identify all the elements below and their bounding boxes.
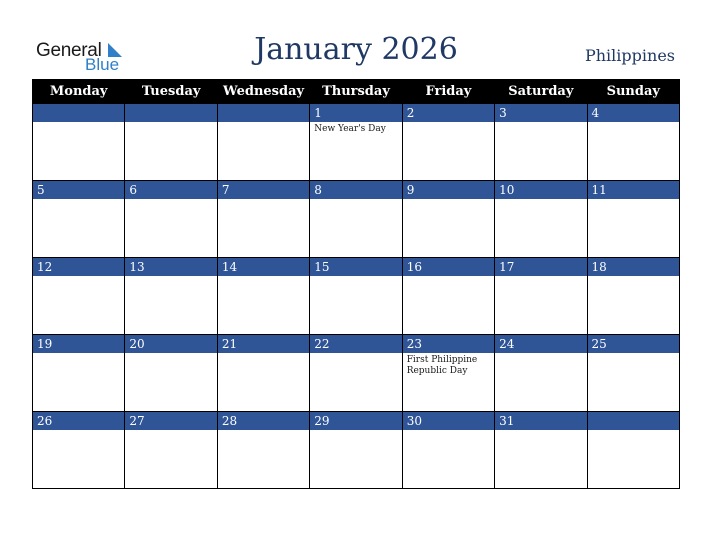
day-cell-content	[125, 181, 216, 257]
day-cell-content	[495, 104, 586, 180]
day-number: 17	[495, 258, 586, 276]
day-cell-content	[403, 335, 494, 411]
day-cell	[402, 104, 494, 181]
day-cell	[495, 412, 587, 489]
week-row	[33, 181, 680, 258]
day-cell-content	[218, 181, 309, 257]
day-cell-content	[33, 412, 124, 488]
day-number: 13	[125, 258, 216, 276]
day-cell-content	[33, 335, 124, 411]
day-number: 11	[588, 181, 679, 199]
day-cell-content	[495, 335, 586, 411]
country-label: Philippines	[584, 46, 675, 65]
day-number: 26	[33, 412, 124, 430]
day-number: 30	[403, 412, 494, 430]
day-cell-content	[588, 258, 679, 334]
day-cell	[402, 412, 494, 489]
calendar-title: January 2026	[254, 32, 458, 67]
day-cell	[587, 412, 679, 489]
day-cell	[33, 104, 125, 181]
weekday-friday: Friday	[402, 80, 494, 104]
day-cell-content	[588, 181, 679, 257]
day-cell	[402, 335, 494, 412]
day-number: 14	[218, 258, 309, 276]
week-row	[33, 104, 680, 181]
day-cell	[310, 104, 402, 181]
day-cell-content	[588, 412, 679, 488]
weekday-thursday: Thursday	[310, 80, 402, 104]
day-cell	[402, 258, 494, 335]
weekday-sunday: Sunday	[587, 80, 679, 104]
day-cell-content	[588, 335, 679, 411]
day-number	[125, 104, 216, 122]
day-cell	[217, 335, 309, 412]
day-number: 21	[218, 335, 309, 353]
day-cell-content	[125, 335, 216, 411]
day-cell-content	[495, 181, 586, 257]
day-number: 31	[495, 412, 586, 430]
day-cell	[402, 181, 494, 258]
day-cell	[587, 104, 679, 181]
day-number: 16	[403, 258, 494, 276]
day-cell	[33, 412, 125, 489]
day-cell	[217, 258, 309, 335]
day-number: 18	[588, 258, 679, 276]
day-cell-content	[588, 104, 679, 180]
week-row	[33, 258, 680, 335]
day-cell	[310, 181, 402, 258]
day-number	[588, 412, 679, 430]
holiday-label: New Year's Day	[314, 124, 386, 134]
day-cell	[495, 335, 587, 412]
day-cell	[125, 104, 217, 181]
day-cell	[33, 335, 125, 412]
week-row	[33, 335, 680, 412]
day-number: 4	[588, 104, 679, 122]
weekday-monday: Monday	[33, 80, 125, 104]
day-cell	[495, 104, 587, 181]
holiday-label: First Philippine Republic Day	[406, 355, 478, 376]
day-cell-content	[403, 181, 494, 257]
day-cell-content	[310, 258, 401, 334]
day-cell-content	[33, 181, 124, 257]
day-cell-content	[125, 412, 216, 488]
day-cell-content	[495, 412, 586, 488]
day-number: 10	[495, 181, 586, 199]
day-cell	[310, 412, 402, 489]
day-number: 29	[310, 412, 401, 430]
day-number: 23	[403, 335, 494, 353]
day-number: 22	[310, 335, 401, 353]
day-cell	[310, 335, 402, 412]
logo-text-general: General	[36, 40, 102, 61]
weekday-saturday: Saturday	[495, 80, 587, 104]
day-cell-content	[33, 258, 124, 334]
day-number: 2	[403, 104, 494, 122]
day-number	[33, 104, 124, 122]
day-cell-content	[310, 335, 401, 411]
day-cell	[217, 412, 309, 489]
day-cell	[217, 181, 309, 258]
day-cell	[587, 181, 679, 258]
day-cell	[125, 181, 217, 258]
day-number	[218, 104, 309, 122]
day-cell-content	[125, 258, 216, 334]
day-number: 5	[33, 181, 124, 199]
weekday-header-row	[33, 80, 680, 104]
weekday-wednesday: Wednesday	[217, 80, 309, 104]
day-cell-content	[218, 412, 309, 488]
day-number: 24	[495, 335, 586, 353]
day-cell-content	[403, 258, 494, 334]
day-cell-content	[310, 412, 401, 488]
day-number: 28	[218, 412, 309, 430]
day-cell-content	[310, 181, 401, 257]
day-number: 1	[310, 104, 401, 122]
day-number: 6	[125, 181, 216, 199]
day-number: 15	[310, 258, 401, 276]
day-number: 25	[588, 335, 679, 353]
day-cell-content	[218, 258, 309, 334]
day-cell-content	[495, 258, 586, 334]
day-cell	[495, 181, 587, 258]
calendar-grid	[32, 79, 680, 489]
day-cell-content	[33, 104, 124, 180]
day-cell	[125, 335, 217, 412]
day-number: 8	[310, 181, 401, 199]
day-number: 19	[33, 335, 124, 353]
day-cell	[310, 258, 402, 335]
day-cell-content	[218, 335, 309, 411]
day-cell-content	[218, 104, 309, 180]
week-row	[33, 412, 680, 489]
day-cell	[33, 181, 125, 258]
day-cell	[587, 258, 679, 335]
day-cell-content	[310, 104, 401, 180]
day-cell	[587, 335, 679, 412]
day-number: 27	[125, 412, 216, 430]
day-cell-content	[403, 104, 494, 180]
day-number: 12	[33, 258, 124, 276]
day-cell-content	[125, 104, 216, 180]
day-cell	[125, 258, 217, 335]
logo-text-blue: Blue	[85, 55, 120, 74]
day-number: 20	[125, 335, 216, 353]
day-cell	[495, 258, 587, 335]
day-cell	[33, 258, 125, 335]
day-number: 7	[218, 181, 309, 199]
day-number: 9	[403, 181, 494, 199]
day-number: 3	[495, 104, 586, 122]
day-cell	[125, 412, 217, 489]
day-cell	[217, 104, 309, 181]
day-cell-content	[403, 412, 494, 488]
weekday-tuesday: Tuesday	[125, 80, 217, 104]
